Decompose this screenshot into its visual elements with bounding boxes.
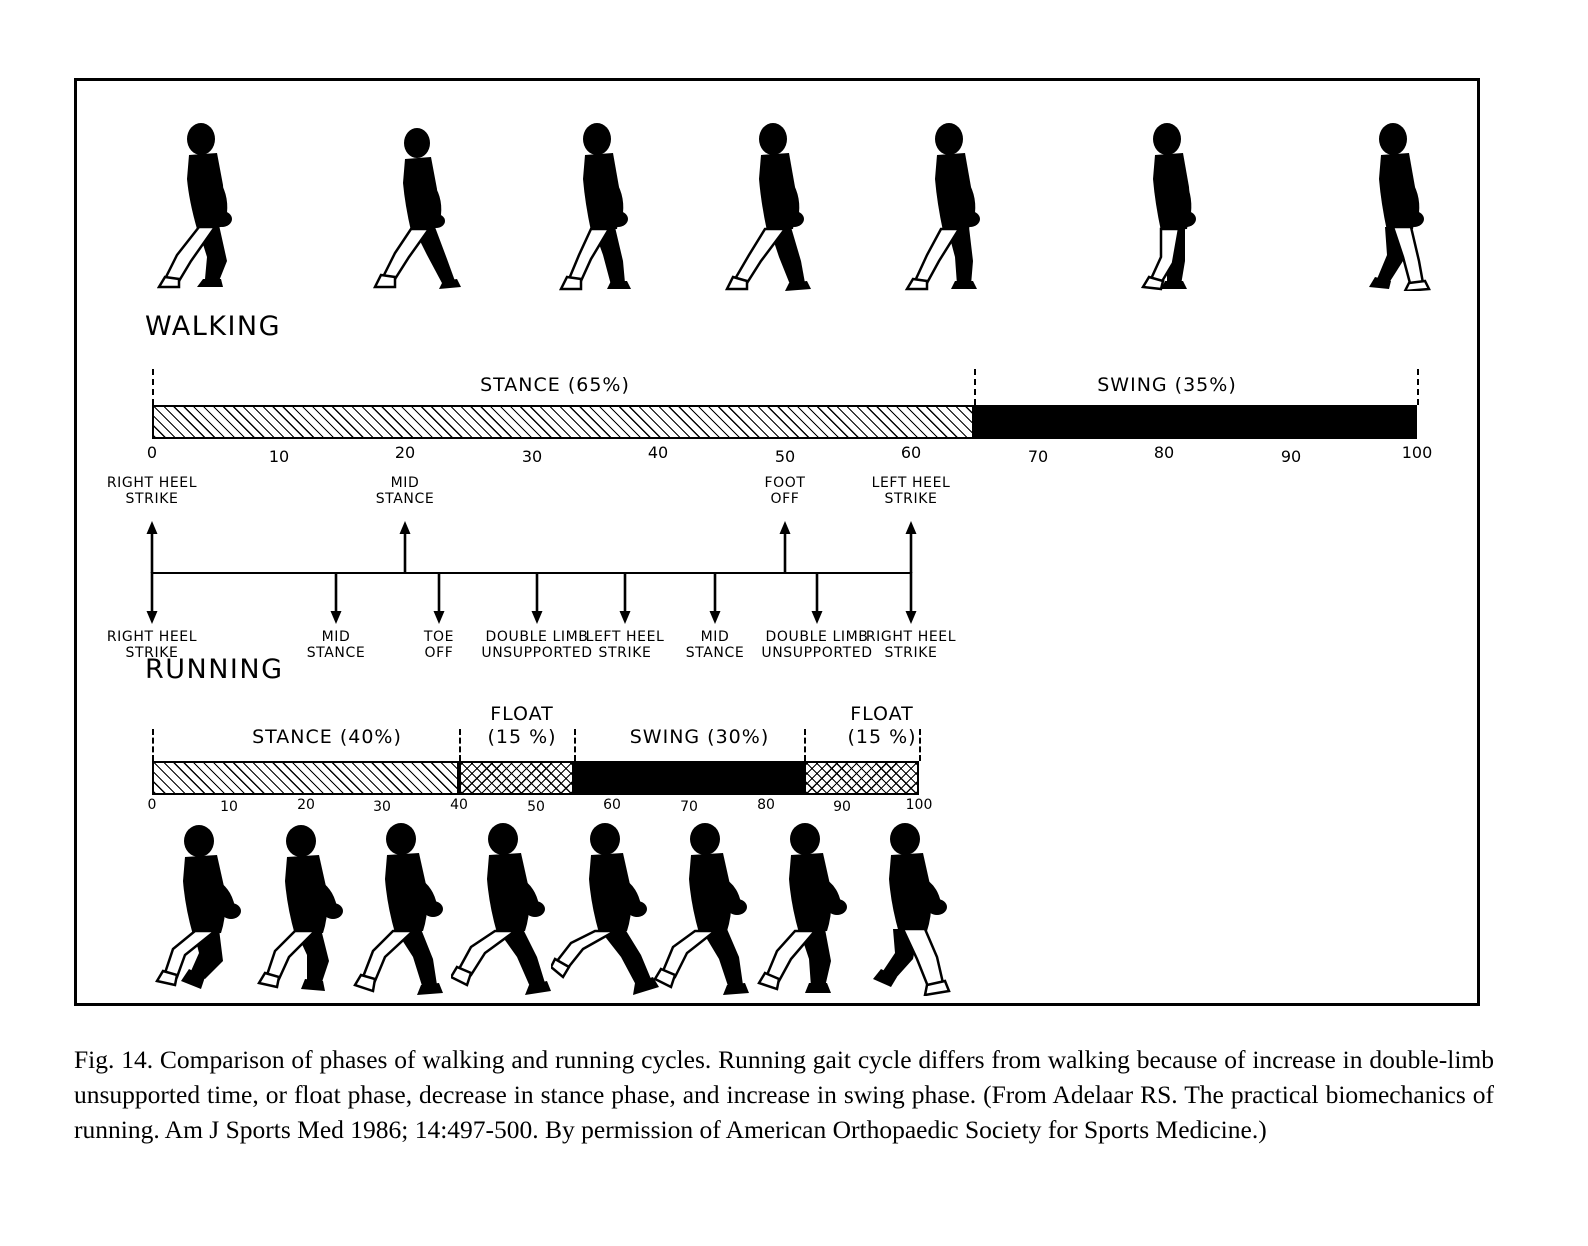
event-line-1: FOOT [764, 475, 806, 491]
event-line-1: MID [700, 629, 730, 645]
event-line-1: DOUBLE LIMB [765, 629, 869, 645]
run-boundary-tick-0 [152, 729, 154, 761]
run-axis-90: 90 [833, 799, 851, 815]
runner-silhouette [855, 821, 975, 996]
event-line-1: RIGHT HEEL [865, 629, 957, 645]
event-line-2: UNSUPPORTED [761, 645, 873, 661]
running-section-title: RUNNING [145, 654, 284, 685]
event-line-2: OFF [424, 645, 454, 661]
walk-axis-100: 100 [1401, 443, 1433, 462]
event-line-1: RIGHT HEEL [106, 475, 198, 491]
run-axis-70: 70 [680, 799, 698, 815]
event-line-1: DOUBLE LIMB [485, 629, 589, 645]
run-axis-0: 0 [147, 797, 157, 813]
run-boundary-tick-40 [459, 729, 461, 761]
event-line-2: STRIKE [884, 491, 938, 507]
run-float2-label-line1: FLOAT [850, 703, 914, 725]
run-axis-10: 10 [220, 799, 238, 815]
run-axis-40: 40 [450, 797, 468, 813]
run-boundary-tick-55 [574, 729, 576, 761]
event-line-1: MID [390, 475, 420, 491]
walk-swing-label: SWING (35%) [1097, 374, 1237, 396]
run-float2-label-line2: (15 %) [847, 726, 917, 748]
event-line-2: OFF [770, 491, 800, 507]
walk-axis-40: 40 [647, 443, 669, 462]
run-axis-60: 60 [603, 797, 621, 813]
walk-axis-50: 50 [774, 447, 796, 466]
walking-section-title: WALKING [145, 311, 282, 342]
runner-silhouette [751, 821, 871, 996]
run-stance-label: STANCE (40%) [252, 726, 402, 748]
walk-axis-30: 30 [521, 447, 543, 466]
event-line-1: LEFT HEEL [585, 629, 665, 645]
event-line-2: STANCE [685, 645, 745, 661]
run-swing-bar [574, 761, 804, 795]
run-axis-100: 100 [905, 797, 933, 813]
event-line-2: STANCE [306, 645, 366, 661]
event-line-2: STRIKE [125, 491, 179, 507]
run-boundary-tick-100 [919, 729, 921, 761]
run-axis-30: 30 [373, 799, 391, 815]
event-line-2: STRIKE [125, 645, 179, 661]
run-axis-50: 50 [527, 799, 545, 815]
run-float1-label-line1: FLOAT [490, 703, 554, 725]
running-figure-sequence [155, 821, 995, 996]
run-swing-label: SWING (30%) [629, 726, 770, 748]
walk-axis-0: 0 [146, 443, 158, 462]
walk-axis-10: 10 [268, 447, 290, 466]
event-line-2: UNSUPPORTED [481, 645, 593, 661]
figure-caption: Fig. 14. Comparison of phases of walking and running cycles. Running gait cycle differs from walking because of increase in double-limb unsupported time, or float phase, decrease in stance phase, and increase in swing phase. (From Adelaar RS. The practical biomechanics of running. Am J Sports Med 1986; 14:497-500. By permission of American Orthopaedic Society for Sports Medicine.) [74, 1045, 1494, 1144]
run-axis-20: 20 [297, 797, 315, 813]
figure-frame [74, 78, 1480, 1006]
walk-axis-90: 90 [1280, 447, 1302, 466]
walk-stance-label: STANCE (65%) [480, 374, 630, 396]
event-line-2: STRIKE [598, 645, 652, 661]
event-line-1: RIGHT HEEL [106, 629, 198, 645]
walk-axis-80: 80 [1153, 443, 1175, 462]
event-line-2: STRIKE [884, 645, 938, 661]
walk-axis-20: 20 [394, 443, 416, 462]
event-line-1: MID [321, 629, 351, 645]
event-line-1: TOE [423, 629, 455, 645]
run-stance-bar [152, 761, 459, 795]
run-float2-bar [804, 761, 919, 795]
event-line-1: LEFT HEEL [871, 475, 951, 491]
event-line-2: STANCE [375, 491, 435, 507]
walk-axis-60: 60 [900, 443, 922, 462]
run-boundary-tick-85 [804, 729, 806, 761]
walk-axis-70: 70 [1027, 447, 1049, 466]
run-float1-bar [459, 761, 574, 795]
run-float1-label-line2: (15 %) [487, 726, 557, 748]
run-axis-80: 80 [757, 797, 775, 813]
